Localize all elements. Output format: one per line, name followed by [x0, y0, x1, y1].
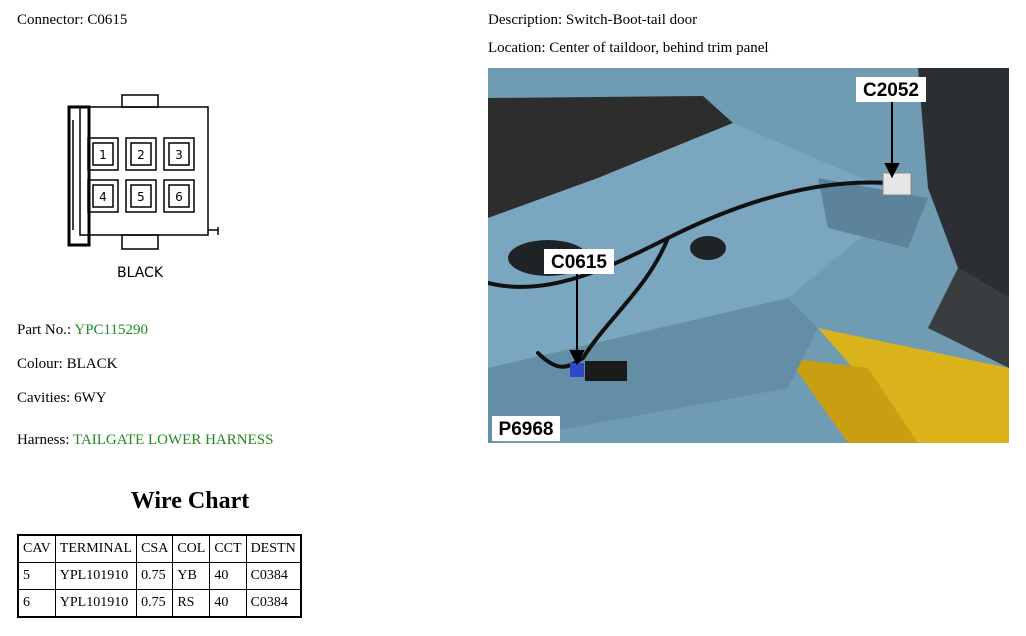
harness-line [17, 432, 273, 449]
table-row [18, 563, 301, 590]
cell-cct: 40 [210, 563, 246, 590]
header-cav: CAV [18, 535, 55, 563]
description-value: Switch-Boot-tail door [565, 12, 698, 28]
connector-face-diagram [60, 90, 230, 285]
table-header-row [18, 535, 301, 563]
callout-c0615: C0615 [551, 252, 607, 273]
header-csa: CSA [137, 535, 173, 563]
pin-3-label: 3 [175, 148, 183, 162]
location-photo [488, 68, 1009, 443]
header-terminal: TERMINAL [55, 535, 136, 563]
cell-terminal: YPL101910 [55, 563, 136, 590]
location-label: Location: [488, 40, 546, 56]
colour-value: BLACK [66, 356, 118, 372]
location-value: Center of taildoor, behind trim panel [549, 40, 769, 56]
cell-csa: 0.75 [137, 563, 173, 590]
part-no-link[interactable]: YPC115290 [74, 322, 148, 338]
description-label: Description: [488, 12, 563, 28]
cell-cav: 6 [18, 590, 55, 618]
pin-4-label: 4 [99, 190, 107, 204]
harness-label: Harness: [17, 432, 70, 448]
cell-destn: C0384 [246, 563, 301, 590]
header-destn: DESTN [246, 535, 301, 563]
header-cct: CCT [210, 535, 246, 563]
colour-line [17, 356, 117, 373]
pin-6-label: 6 [175, 190, 183, 204]
wire-chart-table [17, 534, 302, 618]
cavities-label: Cavities: [17, 390, 71, 406]
colour-label: Colour: [17, 356, 63, 372]
pin-1-label: 1 [99, 148, 107, 162]
cell-col: RS [173, 590, 210, 618]
part-no-label: Part No.: [17, 322, 72, 338]
cell-destn: C0384 [246, 590, 301, 618]
pin-5-label: 5 [137, 190, 145, 204]
connector-label: Connector: [17, 12, 84, 28]
connector-colour-label: BLACK [116, 265, 164, 281]
part-no-line [17, 322, 148, 339]
connector-heading [17, 12, 127, 29]
cavities-line [17, 390, 107, 407]
cell-cct: 40 [210, 590, 246, 618]
cell-terminal: YPL101910 [55, 590, 136, 618]
photo-reference: P6968 [498, 419, 554, 440]
description-line [488, 12, 697, 29]
cavities-value: 6WY [74, 390, 107, 406]
wire-chart-title: Wire Chart [130, 488, 250, 514]
connector-value: C0615 [87, 12, 128, 28]
location-line [488, 40, 769, 57]
table-row [18, 590, 301, 618]
header-col: COL [173, 535, 210, 563]
cell-cav: 5 [18, 563, 55, 590]
callout-c2052: C2052 [863, 80, 919, 101]
cell-col: YB [173, 563, 210, 590]
cell-csa: 0.75 [137, 590, 173, 618]
pin-2-label: 2 [137, 148, 145, 162]
harness-link[interactable]: TAILGATE LOWER HARNESS [72, 432, 274, 448]
